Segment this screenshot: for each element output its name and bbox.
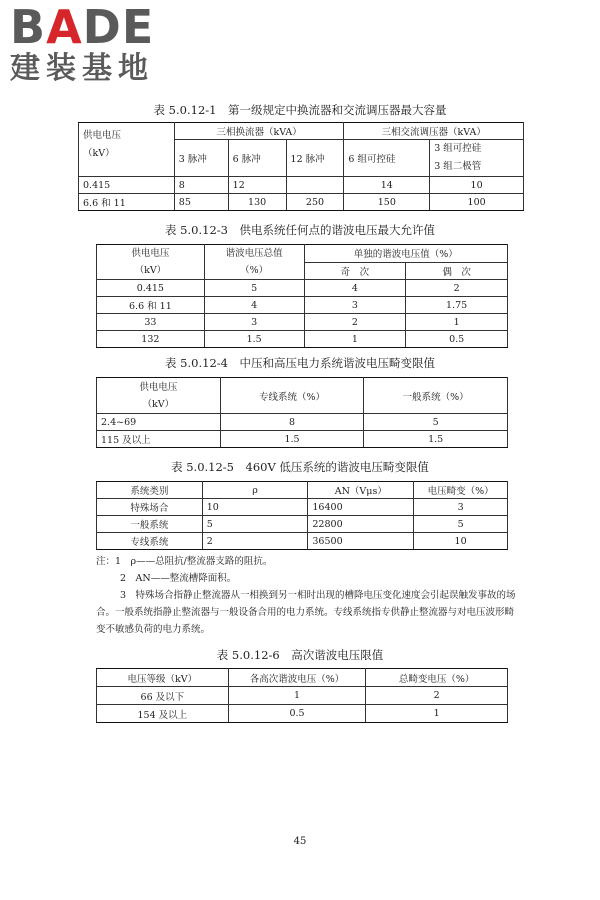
note-3: 3 特殊场合指静止整流器从一相换到另一相时出现的槽降电压变化速度会引起误触发事故的场合。一般系统指静止整流器与一般设备合用的电力系统。专线系统指专供静止整流器与对电压波形畸变不敏感负荷的电力系统。	[96, 590, 516, 635]
table-cell: 5	[414, 516, 508, 533]
table-cell: 1	[304, 331, 406, 348]
table-row	[79, 177, 524, 194]
table-cell: 特殊场合	[97, 499, 203, 516]
table-cell: 6.6 和 11	[97, 297, 205, 314]
table-cell: 0.5	[228, 705, 366, 723]
header-cell: 供电电压 （kV）	[79, 123, 175, 177]
table-cell: 85	[174, 194, 228, 211]
table-row	[79, 194, 524, 211]
table-4	[96, 377, 508, 448]
header-cell: 3 组可控硅 3 组二极管	[430, 140, 524, 177]
table-6-caption: 表 5.0.12-6 高次谐波电压限值	[216, 648, 384, 662]
table-cell: 1.5	[364, 431, 508, 448]
table-notes	[96, 553, 516, 638]
table-row	[97, 516, 508, 533]
header-cell: 三相换流器（kVA）	[174, 123, 344, 140]
table-cell: 115 及以上	[97, 431, 221, 448]
table-1-caption: 表 5.0.12-1 第一级规定中换流器和交流调压器最大容量	[153, 103, 447, 117]
table-4-caption: 表 5.0.12-4 中压和高压电力系统谐波电压畸变限值	[165, 356, 435, 370]
header-cell: 谐波电压总值 （%）	[204, 245, 304, 280]
header-cell: AN（Vμs）	[308, 482, 414, 499]
table-cell: 专线系统	[97, 533, 203, 550]
table-row	[97, 533, 508, 550]
table-row	[97, 499, 508, 516]
table-cell: 6.6 和 11	[79, 194, 175, 211]
logo-subtitle: 建装基地	[10, 51, 154, 86]
header-cell: 系统类别	[97, 482, 203, 499]
table-cell: 0.415	[79, 177, 175, 194]
table-cell: 250	[286, 194, 344, 211]
header-cell: 供电电压 （kV）	[97, 378, 221, 414]
header-cell: 12 脉冲	[286, 140, 344, 177]
table-cell: 2	[202, 533, 308, 550]
table-row	[97, 331, 508, 348]
table-cell: 3	[414, 499, 508, 516]
table-row	[97, 687, 508, 705]
header-cell: 一般系统（%）	[364, 378, 508, 414]
table-cell: 8	[220, 414, 364, 431]
table-row	[97, 314, 508, 331]
table-cell: 66 及以下	[97, 687, 229, 705]
table-cell: 2	[304, 314, 406, 331]
table-cell: 3	[204, 314, 304, 331]
header-cell: 各高次谐波电压（%）	[228, 669, 366, 687]
table-cell: 14	[344, 177, 430, 194]
table-row	[97, 705, 508, 723]
table-3-caption: 表 5.0.12-3 供电系统任何点的谐波电压最大允许值	[165, 223, 435, 237]
table-cell: 1	[228, 687, 366, 705]
table-row	[97, 280, 508, 297]
page-number: 45	[293, 836, 307, 847]
table-cell: 100	[430, 194, 524, 211]
table-cell: 1	[366, 705, 508, 723]
table-cell: 5	[204, 280, 304, 297]
table-cell: 12	[228, 177, 286, 194]
table-cell: 150	[344, 194, 430, 211]
table-cell: 22800	[308, 516, 414, 533]
header-cell: 总畸变电压（%）	[366, 669, 508, 687]
table-cell: 1	[406, 314, 508, 331]
header-cell: 电压畸变（%）	[414, 482, 508, 499]
header-cell: 6 组可控硅	[344, 140, 430, 177]
table-cell: 154 及以上	[97, 705, 229, 723]
header-cell: 专线系统（%）	[220, 378, 364, 414]
table-cell: 一般系统	[97, 516, 203, 533]
header-cell: ρ	[202, 482, 308, 499]
table-cell: 10	[430, 177, 524, 194]
table-cell: 0.415	[97, 280, 205, 297]
note-1: 注：1 ρ——总阻抗/整流器支路的阻抗。	[96, 556, 273, 567]
table-cell: 4	[304, 280, 406, 297]
table-row	[97, 414, 508, 431]
table-row	[97, 297, 508, 314]
table-5-caption: 表 5.0.12-5 460V 低压系统的谐波电压畸变限值	[171, 460, 429, 474]
logo-wordmark: BADE	[10, 0, 155, 54]
table-cell: 130	[228, 194, 286, 211]
table-cell: 33	[97, 314, 205, 331]
table-row	[97, 431, 508, 448]
table-1	[78, 122, 524, 211]
table-cell: 5	[202, 516, 308, 533]
table-cell: 4	[204, 297, 304, 314]
table-cell: 8	[174, 177, 228, 194]
table-cell: 2	[406, 280, 508, 297]
table-cell: 0.5	[406, 331, 508, 348]
header-cell: 奇 次	[304, 262, 406, 280]
table-3	[96, 244, 508, 348]
table-cell: 1.5	[220, 431, 364, 448]
table-cell: 16400	[308, 499, 414, 516]
table-cell: 36500	[308, 533, 414, 550]
table-cell: 132	[97, 331, 205, 348]
table-cell: 10	[202, 499, 308, 516]
table-cell: 2.4~69	[97, 414, 221, 431]
header-cell: 三相交流调压器（kVA）	[344, 123, 524, 140]
table-cell: 5	[364, 414, 508, 431]
table-5	[96, 481, 508, 550]
table-6	[96, 668, 508, 723]
header-cell: 偶 次	[406, 262, 508, 280]
logo	[10, 0, 180, 94]
header-cell: 电压等级（kV）	[97, 669, 229, 687]
table-cell: 1.75	[406, 297, 508, 314]
table-cell: 3	[304, 297, 406, 314]
table-cell	[286, 177, 344, 194]
table-cell: 10	[414, 533, 508, 550]
header-cell: 供电电压 （kV）	[97, 245, 205, 280]
table-cell: 2	[366, 687, 508, 705]
header-cell: 6 脉冲	[228, 140, 286, 177]
note-2: 2 AN——整流槽降面积。	[120, 573, 237, 584]
header-cell: 单独的谐波电压值（%）	[304, 245, 507, 263]
table-cell: 1.5	[204, 331, 304, 348]
header-cell: 3 脉冲	[174, 140, 228, 177]
